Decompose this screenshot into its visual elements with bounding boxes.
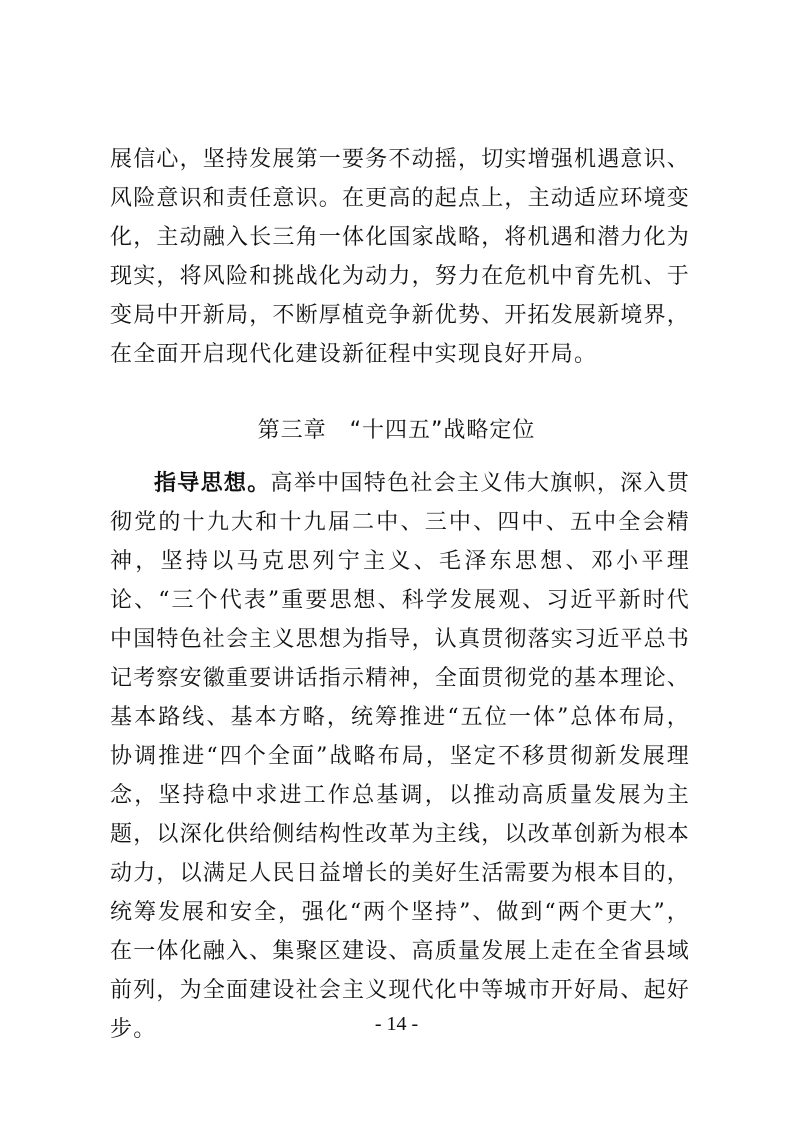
body-paragraph: 展信心，坚持发展第一要务不动摇，切实增强机遇意识、风险意识和责任意识。在更高的起点上，主动适应环境变化，主动融入长三角一体化国家战略，将机遇和潜力化为现实，将风险和挑战化为动力，努力在危机中育先机、于变局中开新局，不断厚植竞争新优势、开拓发展新境界，在全面开启现代化建设新征程中实现良好开局。 bbox=[110, 147, 691, 367]
page-number: - 14 - bbox=[374, 1013, 419, 1035]
guiding-ideology-paragraph bbox=[110, 464, 690, 1049]
chapter-heading: 第三章 “十四五”战略定位 bbox=[257, 418, 536, 443]
paragraph-lead-heading: 指导思想。 bbox=[154, 471, 271, 496]
paragraph-body-text: 高举中国特色社会主义伟大旗帜，深入贯彻党的十九大和十九届二中、三中、四中、五中全会精神，坚持以马克思列宁主义、毛泽东思想、邓小平理论、“三个代表”重要思想、科学发展观、习近平新时代中国特色社会主义思想为指导，认真贯彻落实习近平总书记考察安徽重要讲话指示精神，全面贯彻党的基本理论、基本路线、基本方略，统筹推进“五位一体”总体布局，协调推进“四个全面”战略布局，坚定不移贯彻新发展理念，坚持稳中求进工作总基调，以推动高质量发展为主题，以深化供给侧结构性改革为主线，以改革创新为根本动力，以满足人民日益增长的美好生活需要为根本目的，统筹发展和安全，强化“两个坚持”、做到“两个更大”，在一体化融入、集聚区建设、高质量发展上走在全省县域前列，为全面建设社会主义现代化中等城市开好局、起好步。 bbox=[110, 471, 691, 1042]
